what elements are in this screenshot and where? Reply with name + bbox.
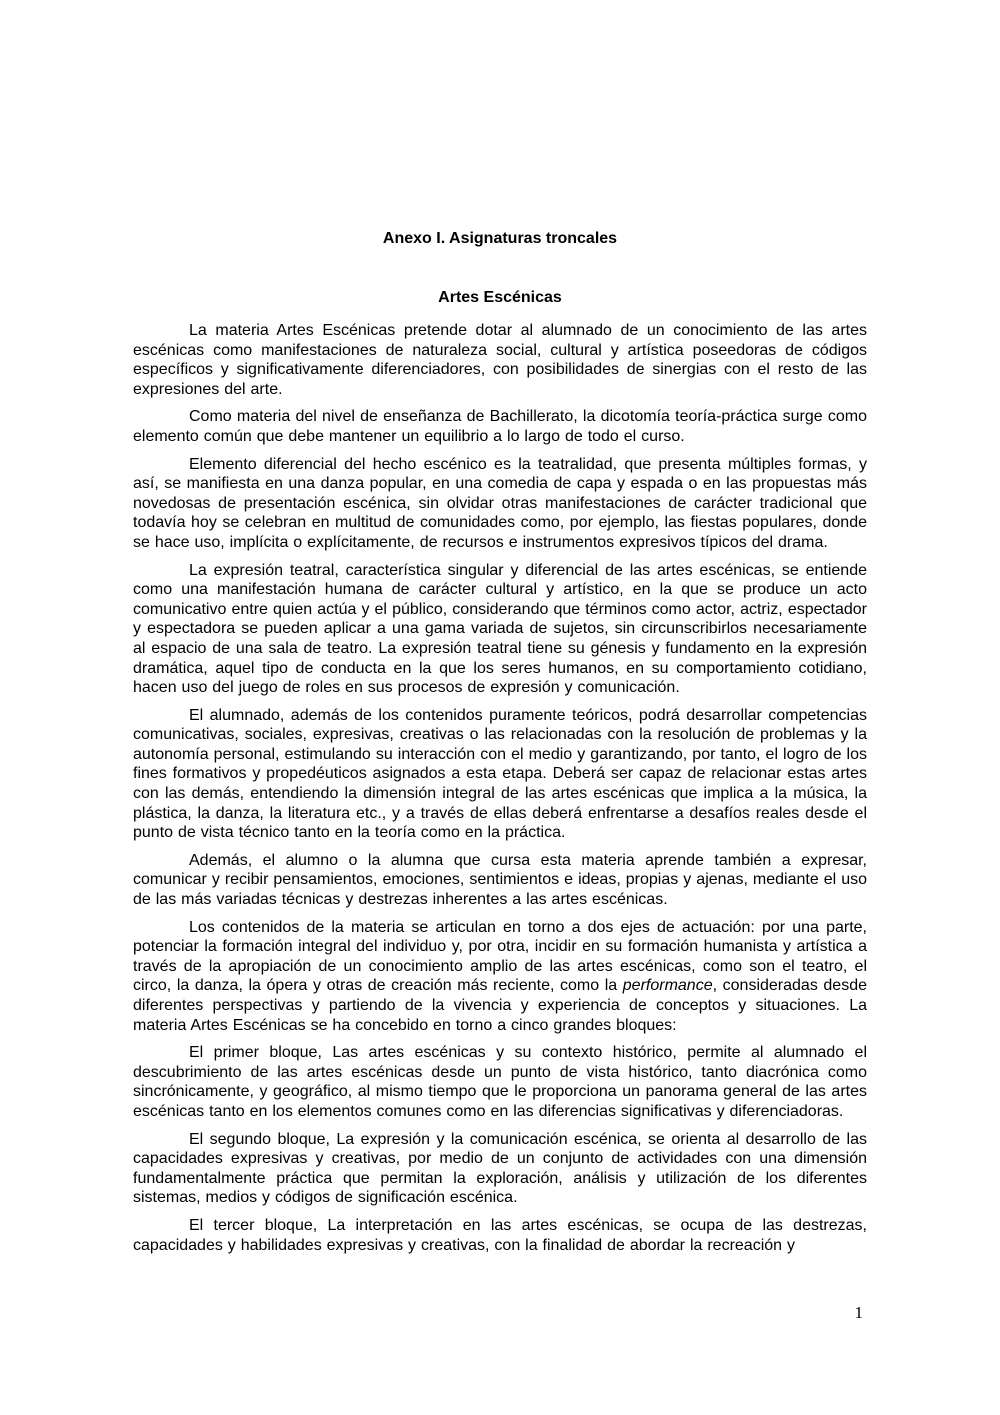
paragraph bbox=[133, 851, 867, 910]
paragraph bbox=[133, 455, 867, 553]
paragraph-text-italic: performance bbox=[622, 977, 713, 995]
paragraph-text: El alumnado, además de los contenidos puramente teóricos, podrá desarrollar competencias comunicativas, sociales, expresivas, creativas o las relacionadas con la resolución de problemas y la autonomía personal, estimulando su interacción con el medio y garantizando, por tanto, el logro de los fines formativos y propedéuticos asignados a esta etapa. Deberá ser capaz de relacionar estas artes con las demás, entendiendo la dimensión integral de las artes escénicas que implica a la música, la plástica, la danza, la literatura etc., y a través de ellas deberá enfrentarse a desafíos reales desde el punto de vista técnico tanto en la teoría como en la práctica. bbox=[133, 706, 867, 842]
paragraph bbox=[133, 407, 867, 446]
paragraph-text: Como materia del nivel de enseñanza de Bachillerato, la dicotomía teoría-práctica surge como elemento común que debe mantener un equilibrio a lo largo de todo el curso. bbox=[133, 408, 867, 445]
paragraph bbox=[133, 1043, 867, 1121]
paragraph-text: , consideradas desde diferentes perspectivas y partiendo de la vivencia y experiencia de conceptos y situaciones. La materia Artes Escénicas se ha concebido en torno a cinco grandes bloques: bbox=[133, 977, 867, 1034]
paragraph-text: La materia Artes Escénicas pretende dotar al alumnado de un conocimiento de las artes escénicas como manifestaciones de naturaleza social, cultural y artística poseedoras de códigos específicos y significativamente diferenciadores, con posibilidades de sinergias con el resto de las expresiones del arte. bbox=[133, 322, 867, 398]
paragraph bbox=[133, 1216, 867, 1255]
body-paragraphs bbox=[133, 321, 867, 1255]
paragraph bbox=[133, 1130, 867, 1208]
paragraph-text: Elemento diferencial del hecho escénico es la teatralidad, que presenta múltiples formas, y así, se manifiesta en una danza popular, en una comedia de capa y espada o en las propuestas más novedosas de presentación escénica, sin olvidar otras manifestaciones de carácter tradicional que todavía hoy se celebran en multitud de comunidades como, por ejemplo, las fiestas populares, donde se hace uso, implícita o explícitamente, de recursos e instrumentos expresivos típicos del drama. bbox=[133, 455, 867, 551]
section-heading: Artes Escénicas bbox=[438, 289, 562, 306]
paragraph-text: El primer bloque, Las artes escénicas y su contexto histórico, permite al alumnado el descubrimiento de las artes escénicas desde un punto de vista histórico, tanto diacrónica como sincrónicamente, y geográfico, al mismo tiempo que le proporciona un panorama general de las artes escénicas tanto en los elementos comunes como en las diferencias significativas y diferenciadoras. bbox=[133, 1044, 867, 1120]
paragraph bbox=[133, 321, 867, 399]
paragraph-text: El tercer bloque, La interpretación en las artes escénicas, se ocupa de las destrezas, capacidades y habilidades expresivas y creativas, con la finalidad de abordar la recreación y bbox=[133, 1216, 867, 1254]
document-content bbox=[133, 230, 867, 1263]
paragraph-text: Además, el alumno o la alumna que cursa esta materia aprende también a expresar, comunicar y recibir pensamientos, emociones, sentimientos e ideas, propias y ajenas, mediante el uso de las más variadas técnicas y destrezas inherentes a las artes escénicas. bbox=[133, 851, 867, 909]
page-number: 1 bbox=[854, 1303, 863, 1322]
paragraph-text: El segundo bloque, La expresión y la comunicación escénica, se orienta al desarrollo de las capacidades expresivas y creativas, por medio de un conjunto de actividades con una dimensión fundamentalmente práctica que permitan la exploración, análisis y utilización de los diferentes sistemas, medios y códigos de significación escénica. bbox=[133, 1130, 867, 1207]
paragraph bbox=[133, 561, 867, 698]
document-title: Anexo I. Asignaturas troncales bbox=[382, 230, 618, 247]
paragraph bbox=[133, 706, 867, 843]
paragraph bbox=[133, 918, 867, 1036]
paragraph-text: La expresión teatral, característica singular y diferencial de las artes escénicas, se entiende como una manifestación humana de carácter cultural y artístico, en la que se produce un acto comunicativo entre quien actúa y el público, considerando que términos como actor, actriz, espectador y espectadora se pueden aplicar a una gama variada de sujetos, sin circunscribirlos necesariamente al espacio de una sala de teatro. La expresión teatral tiene su génesis y fundamento en la expresión dramática, aquel tipo de conducta en la que los seres humanos, en su comportamiento cotidiano, hacen uso del juego de roles en sus procesos de expresión y comunicación. bbox=[133, 561, 867, 697]
paragraph-text: Los contenidos de la materia se articulan en torno a dos ejes de actuación: por una parte, potenciar la formación integral del individuo y, por otra, incidir en su formación humanista y artística a través de la apropiación de un conocimiento amplio de las artes escénicas, como son el teatro, el circo, la danza, la ópera y otras de creación más reciente, como la bbox=[133, 918, 867, 995]
